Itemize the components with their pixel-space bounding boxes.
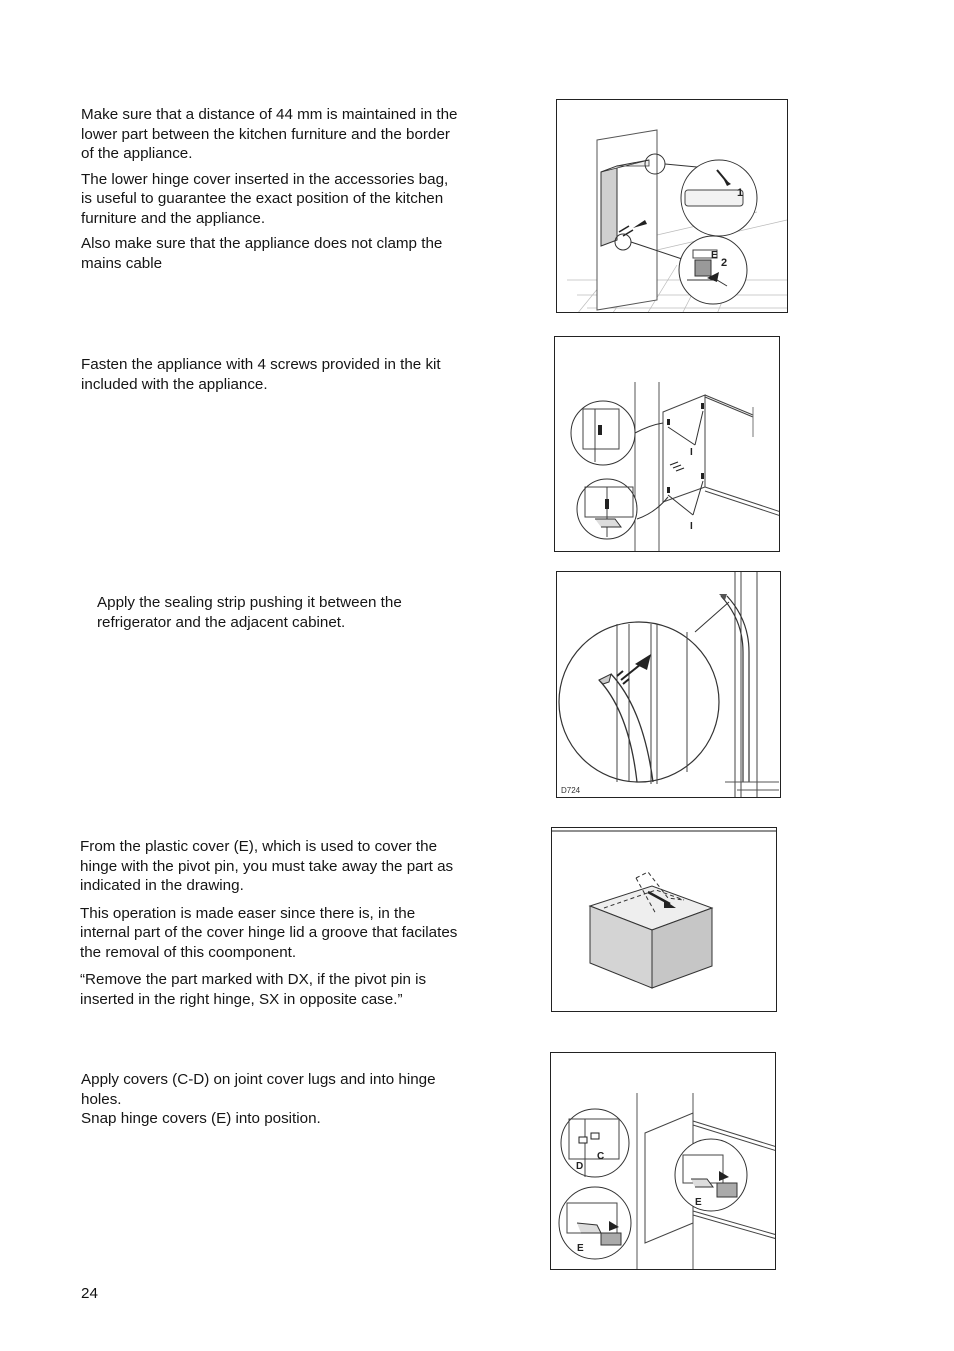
section-2-text <box>81 355 461 400</box>
label-1: 1 <box>737 187 744 199</box>
section-5-text <box>81 1070 466 1129</box>
section-4-text <box>80 837 465 1015</box>
screws-illustration <box>555 337 780 552</box>
figure-sealing-strip <box>556 571 781 798</box>
section-4-paragraph-2: This operation is made easer since there is, in the internal part of the cover hinge lid a groove that facilates the removal of this coomponent. <box>80 904 458 961</box>
figure-hinge-covers <box>550 1052 776 1270</box>
section-4-paragraph-1: From the plastic cover (E), which is used to cover the hinge with the pivot pin, you must take away the part as indicated in the drawing. <box>80 838 454 894</box>
section-1-paragraph-1: Make sure that a distance of 44 mm is maintained in the lower part between the kitchen furniture and the border of the appliance. <box>81 106 458 162</box>
section-1-paragraph-3: Also make sure that the appliance does not clamp the mains cable <box>81 235 443 272</box>
label-d: D <box>576 1161 584 1172</box>
label-e-top: E <box>711 250 718 261</box>
section-5-line-1: Apply covers (C-D) on joint cover lugs and into hinge holes. <box>81 1071 436 1108</box>
section-4-paragraph-3: “Remove the part marked with DX, if the pivot pin is inserted in the right hinge, SX in opposite case.” <box>80 971 427 1008</box>
label-c: C <box>597 1151 605 1162</box>
figure-screws <box>554 336 780 552</box>
section-1-paragraph-2: The lower hinge cover inserted in the accessories bag, is useful to guarantee the exact position of the kitchen furniture and the appliance. <box>81 170 449 227</box>
section-5-line-2: Snap hinge covers (E) into position. <box>81 1110 321 1127</box>
distance-hinge-illustration <box>557 100 788 313</box>
figure-code: D724 <box>561 786 581 795</box>
page-number: 24 <box>81 1285 98 1302</box>
label-i-top: I <box>690 447 693 458</box>
figure-plastic-cover <box>551 827 777 1012</box>
section-3-text <box>97 593 457 638</box>
figure-distance-hinge <box>556 99 788 313</box>
label-i-bottom: I <box>690 521 693 532</box>
label-2: 2 <box>721 257 728 269</box>
label-e-right: E <box>695 1197 702 1208</box>
label-e-left: E <box>577 1243 584 1254</box>
plastic-cover-illustration <box>552 828 777 1012</box>
hinge-covers-illustration <box>551 1053 776 1270</box>
section-2-paragraph-1: Fasten the appliance with 4 screws provided in the kit included with the appliance. <box>81 356 441 393</box>
section-1-text <box>81 105 461 279</box>
sealing-strip-illustration <box>557 572 781 798</box>
section-3-paragraph-1: Apply the sealing strip pushing it between the refrigerator and the adjacent cabinet. <box>97 594 402 631</box>
